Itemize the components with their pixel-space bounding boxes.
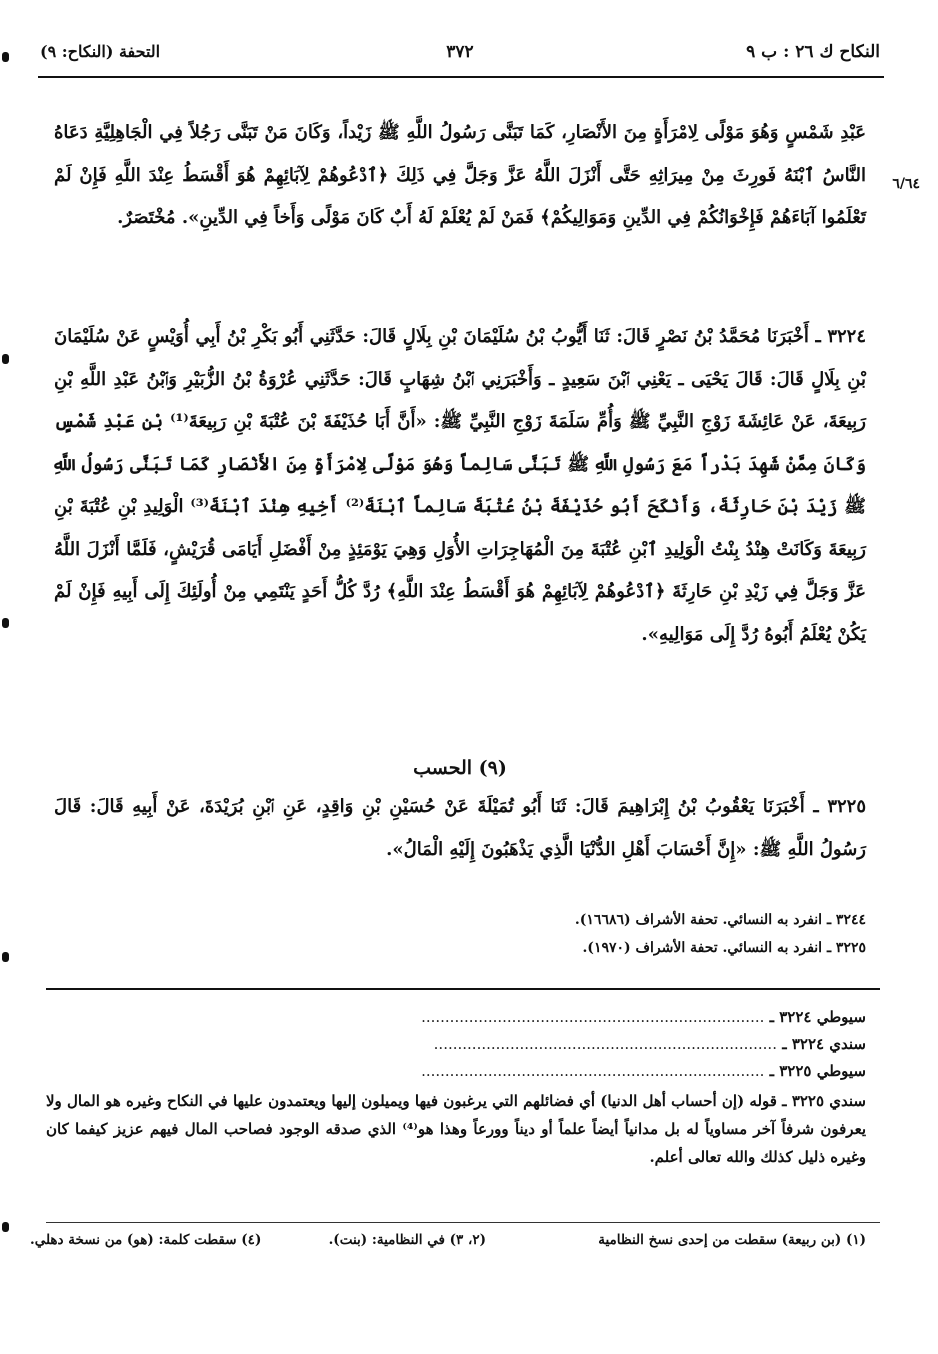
sindi-commentary: سندي ٣٢٢٥ ـ قوله (إن أحساب أهل الدنيا) أي فضائلهم التي يرغبون فيها ويميلون إليها ويعتمدون عليها في النكاح وغيره هو المال ولا يعرفون شرفاً آخر مساوياً له بل مدانياً أيضاً علماً أو ديناً وورعاً وهذا هو⁽⁴⁾ الذي صدقه الوجود فصاحب المال فيهم عزيز كيفما كان وغيره ذليل كذلك والله تعالى أعلم.	[46, 1092, 866, 1166]
binding-mark	[2, 1222, 9, 1232]
hadith-3225: ٣٢٢٥ ـ أَخْبَرَنَا يَعْقُوبُ بْنُ إِبْرَاهِيمَ قَالَ: ثَنَا أَبُو تُمَيْلَةَ عَنْ حُسَيْنِ بْنِ وَاقِدٍ، عَنِ ٱبْنِ بُرَيْدَةَ، عَنْ أَبِيهِ قَالَ: قَالَ رَسُولُ اللَّهِ ﷺ: «إِنَّ أَحْسَابَ أَهْلِ الدُّنْيَا الَّذِي يَذْهَبُونَ إِلَيْهِ الْمَالُ».	[54, 796, 866, 860]
header-chapter-ref: النكاح ك ٢٦ : ب ٩	[746, 42, 880, 62]
margin-note: ٦/٦٤	[892, 176, 920, 192]
footnote-1: (١) (بن ربيعة) سقطت من إحدى نسخ النظامية	[598, 1232, 866, 1248]
takhrij-note: ٣٢٤٤ ـ انفرد به النسائي. تحفة الأشراف (١٦٦٨٦).	[574, 912, 866, 928]
leader-dots: ........................................................................	[433, 1035, 777, 1053]
leader-dots: ........................................................................	[421, 1062, 765, 1080]
running-header	[40, 42, 880, 72]
commentary-ref: سندي ٣٢٢٤ ـ	[782, 1035, 866, 1053]
page-number: ٣٧٢	[446, 42, 474, 62]
commentary-ref-row	[46, 1004, 866, 1031]
header-divider	[38, 76, 884, 78]
commentary-ref-row	[46, 1031, 866, 1058]
footnote-divider	[46, 1222, 880, 1223]
takhrij-notes	[54, 906, 866, 962]
takhrij-note: ٣٢٢٥ ـ انفرد به النسائي. تحفة الأشراف (١٩٧٠).	[582, 940, 866, 956]
footnotes	[30, 1232, 866, 1256]
binding-mark	[2, 952, 9, 962]
binding-mark	[2, 618, 9, 628]
footnote-2-3: (٢، ٣) في النظامية: (بنت).	[328, 1232, 486, 1248]
commentary-ref-row	[46, 1058, 866, 1085]
commentary-section	[46, 1004, 866, 1171]
hadith-3224: ٣٢٢٤ ـ أَخْبَرَنَا مُحَمَّدُ بْنُ نَصْرٍ قَالَ: ثَنَا أَيُّوبُ بْنُ سُلَيْمَانَ بْنِ بِلَالٍ قَالَ: حَدَّثَنِي أَبُو بَكْرِ بْنُ أَبِي أُوَيْسٍ عَنْ سُلَيْمَانَ بْنِ بِلَالٍ قَالَ: قَالَ يَحْيَى ـ يَعْنِي ٱبْنَ سَعِيدٍ ـ وَأَخْبَرَنِي ٱبْنُ شِهَابٍ قَالَ: حَدَّثَنِي عُرْوَةُ بْنُ الزُّبَيْرِ وَٱبْنُ عَبْدِ اللَّهِ بْنِ رَبِيعَةَ، عَنْ عَائِشَةَ زَوْجِ النَّبِيِّ ﷺ وَأُمِّ سَلَمَةَ زَوْجِ النَّبِيِّ ﷺ: «أَنَّ أَبَا حُذَيْفَةَ بْنَ عُتْبَةَ بْنِ رَبِيعَةَ⁽¹⁾ بْنِ عَبْدِ شَمْسٍ وَكَانَ مِمَّنْ شَهِدَ بَدْراً مَعَ رَسُولِ اللَّهِ ﷺ تَبَنَّى سَالِماً وَهُوَ مَوْلًى لِامْرَأَةٍ مِنَ الأَنْصَارِ كَمَا تَبَنَّى رَسُولُ اللَّهِ ﷺ زَيْدَ بْنَ حَارِثَةَ، وَأَنْكَحَ أَبُو حُذَيْفَةَ بْنُ عُتْبَةَ سَالِماً ٱبْنَةَ⁽²⁾ أَخِيهِ هِنْدَ ٱبْنَةَ⁽³⁾ الْوَلِيدِ بْنِ عُتْبَةَ بْنِ رَبِيعَةَ وَكَانَتْ هِنْدُ بِنْتُ الْوَلِيدِ ٱبْنِ عُتْبَةَ مِنَ الْمُهَاجِرَاتِ الأُوَلِ وَهِيَ يَوْمَئِذٍ مِنْ أَفْضَلِ أَيَامَى قُرَيْشٍ، فَلَمَّا أَنْزَلَ اللَّهُ عَزَّ وَجَلَّ فِي زَيْدِ بْنِ حَارِثَةَ ﴿ٱدْعُوهُمْ لِآبَائِهِمْ هُوَ أَقْسَطُ عِنْدَ اللَّهِ﴾ رُدَّ كُلُّ أَحَدٍ يَنْتَمِي مِنْ أُولَئِكَ إِلَى أَبِيهِ فَإِنْ لَمْ يَكُنْ يُعْلَمُ أَبُوهُ رُدَّ إِلَى مَوَالِيهِ».	[54, 326, 866, 645]
header-tuhfa-ref: التحفة (النكاح: ٩)	[40, 42, 161, 61]
commentary-ref: سيوطي ٣٢٢٥ ـ	[769, 1062, 866, 1080]
commentary-ref: سيوطي ٣٢٢٤ ـ	[769, 1008, 866, 1026]
binding-mark	[2, 52, 9, 62]
commentary-divider	[46, 988, 880, 990]
hadith-continuation: عَبْدِ شَمْسٍ وَهُوَ مَوْلًى لِامْرَأَةٍ مِنَ الأَنْصَارِ، كَمَا تَبَنَّى رَسُولُ اللَّهِ ﷺ زَيْداً، وَكَانَ مَنْ تَبَنَّى رَجُلاً فِي الْجَاهِلِيَّةِ دَعَاهُ النَّاسُ ٱبْنَهُ فَورِثَ مِنْ مِيرَاثِهِ حَتَّى أَنْزَلَ اللَّهُ عَزَّ وَجَلَّ فِي ذَلِكَ ﴿ٱدْعُوهُمْ لِآبَائِهِمْ هُوَ أَقْسَطُ عِنْدَ اللَّهِ فَإِنْ لَمْ تَعْلَمُوا آبَاءَهُمْ فَإِخْوَانُكُمْ فِي الدِّينِ وَمَوَالِيكُمْ﴾ فَمَنْ لَمْ يُعْلَمْ لَهُ أَبٌ كَانَ مَوْلًى وَأَخاً فِي الدِّينِ». مُخْتَصَرٌ.	[54, 122, 866, 228]
leader-dots: ........................................................................	[421, 1008, 765, 1026]
binding-mark	[2, 354, 9, 364]
section-heading: (٩) الحسب	[413, 757, 507, 779]
footnote-4: (٤) سقطت كلمة: (هو) من نسخة دهلي.	[30, 1232, 262, 1248]
